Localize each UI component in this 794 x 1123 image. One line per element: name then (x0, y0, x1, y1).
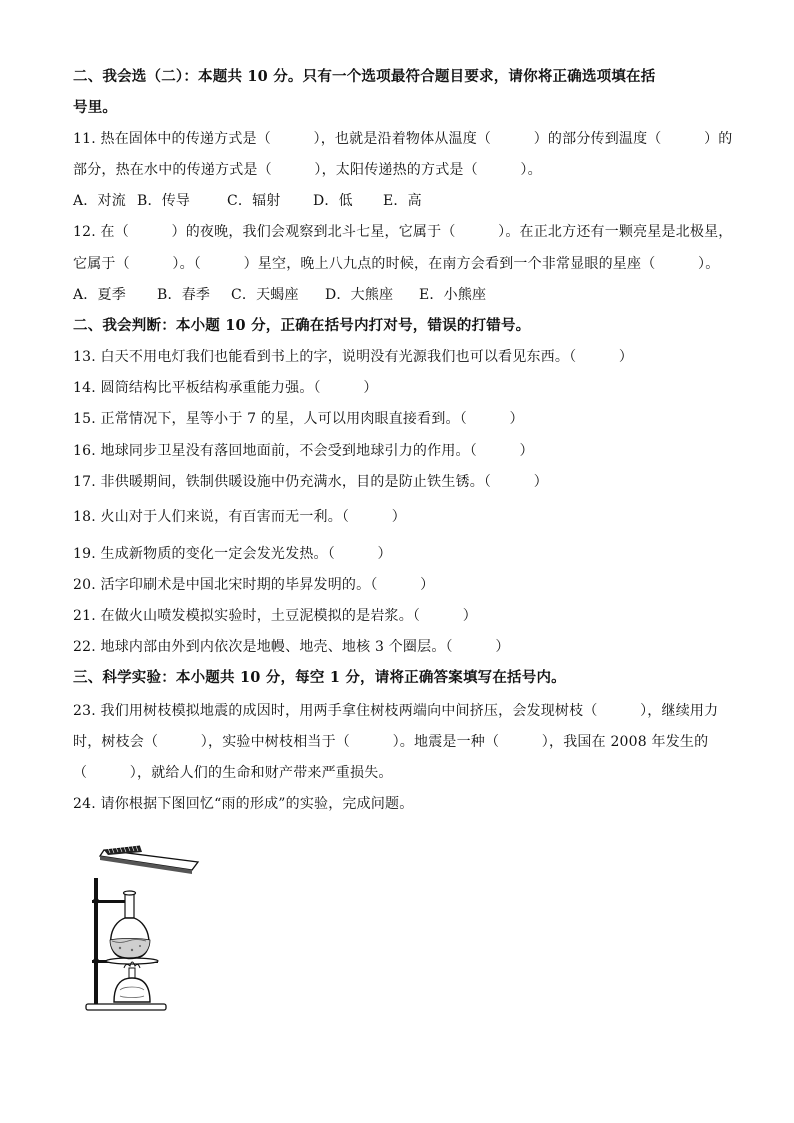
option-a: A．夏季 (73, 287, 126, 303)
section-choice-heading-line1: 二、我会选（二）：本题共 10 分。只有一个选项最符合题目要求，请你将正确选项填在括 (73, 68, 656, 85)
question-12-line1: 12. 在（ ）的夜晚，我们会观察到北斗七星，它属于（ ）。在正北方还有一颗亮星是北极星， (73, 224, 733, 240)
option-b: B．传导 (137, 193, 191, 209)
section-choice-heading-line2: 号里。 (73, 99, 118, 116)
question-23-line2: 时，树枝会（ ），实验中树枝相当于（ ）。地震是一种（ ），我国在 2008 年发生的 (73, 734, 709, 750)
question-13: 13. 白天不用电灯我们也能看到书上的字，说明没有光源我们也可以看见东西。（ ） (73, 349, 634, 365)
rain-formation-apparatus-illustration (80, 840, 220, 1020)
question-21: 21. 在做火山喷发模拟实验时，土豆泥模拟的是岩浆。（ ） (73, 608, 477, 624)
section-judge-heading: 二、我会判断：本小题 10 分，正确在括号内打对号，错误的打错号。 (73, 317, 531, 334)
question-14: 14. 圆筒结构比平板结构承重能力强。（ ） (73, 380, 378, 396)
question-12-line2: 它属于（ ）。（ ）星空，晚上八九点的时候，在南方会看到一个非常显眼的星座（ ）。 (73, 256, 720, 272)
option-d: D．低 (313, 193, 353, 209)
question-12-options (73, 286, 499, 304)
option-d: D．大熊座 (325, 287, 394, 303)
question-11-line2: 部分，热在水中的传递方式是（ ），太阳传递热的方式是（ ）。 (73, 162, 542, 178)
alcohol-lamp-icon (114, 962, 150, 1002)
question-18: 18. 火山对于人们来说，有百害而无一利。（ ） (73, 509, 406, 525)
question-24: 24. 请你根据下图回忆“雨的形成”的实验，完成问题。 (73, 796, 414, 812)
question-23-line3: （ ），就给人们的生命和财产带来严重损失。 (73, 765, 393, 781)
question-17: 17. 非供暖期间，铁制供暖设施中仍充满水，目的是防止铁生锈。（ ） (73, 474, 548, 490)
option-b: B．春季 (157, 287, 211, 303)
question-19: 19. 生成新物质的变化一定会发光发热。（ ） (73, 546, 392, 562)
question-11-line1: 11. 热在固体中的传递方式是（ ），也就是沿着物体从温度（ ）的部分传到温度（ ）的 (73, 131, 733, 147)
option-c: C．天蝎座 (231, 287, 299, 303)
question-23-line1: 23. 我们用树枝模拟地震的成因时，用两手拿住树枝两端向中间挤压，会发现树枝（ ），继续用力 (73, 703, 719, 719)
section-experiment-heading: 三、科学实验：本小题共 10 分，每空 1 分，请将正确答案填写在括号内。 (73, 669, 566, 686)
cooling-tray-icon (100, 846, 198, 874)
option-e: E．高 (383, 193, 422, 209)
option-a: A．对流 (73, 193, 126, 209)
option-c: C．辐射 (227, 193, 281, 209)
question-11-options (73, 192, 443, 210)
option-e: E．小熊座 (419, 287, 487, 303)
question-15: 15. 正常情况下，星等小于 7 的星，人可以用肉眼直接看到。（ ） (73, 411, 524, 427)
question-16: 16. 地球同步卫星没有落回地面前，不会受到地球引力的作用。（ ） (73, 443, 534, 459)
question-20: 20. 活字印刷术是中国北宋时期的毕昇发明的。（ ） (73, 577, 435, 593)
question-22: 22. 地球内部由外到内依次是地幔、地壳、地核 3 个圈层。（ ） (73, 639, 510, 655)
